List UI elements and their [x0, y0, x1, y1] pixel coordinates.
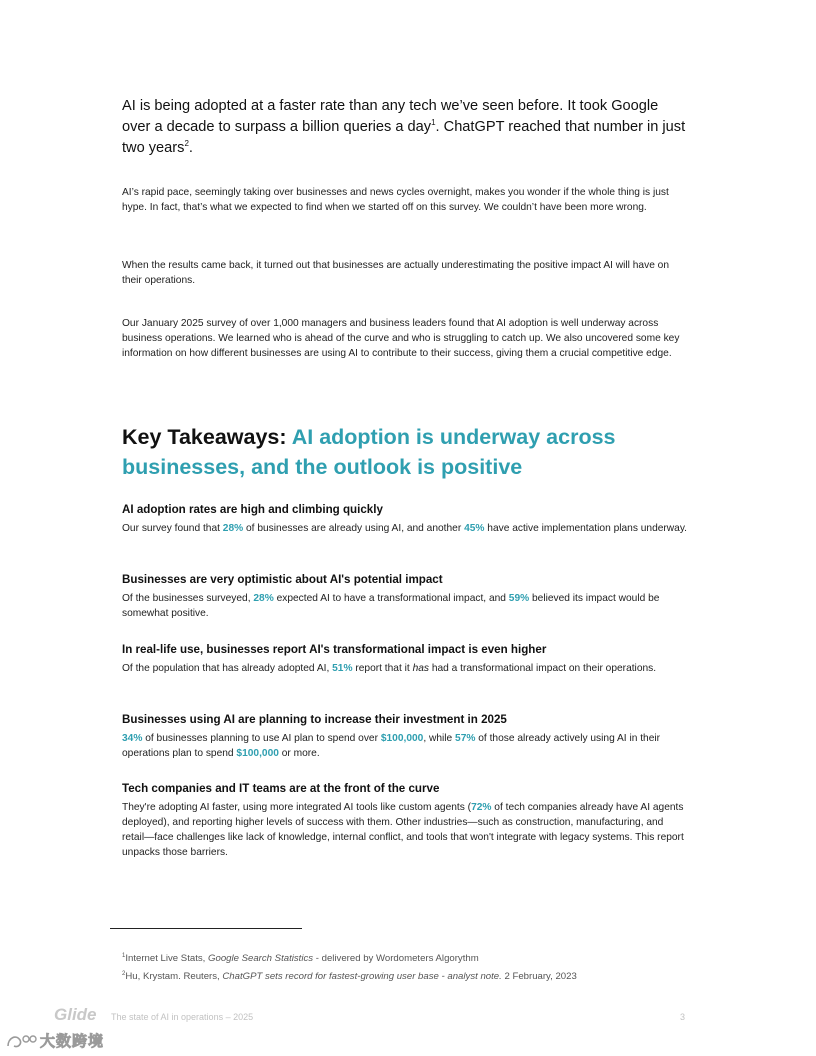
takeaway-title: Tech companies and IT teams are at the front of the curve — [122, 782, 440, 795]
takeaway-body — [122, 731, 688, 761]
body-paragraph-1: AI’s rapid pace, seemingly taking over businesses and news cycles overnight, makes you wonder if the whole thing is just hype. In fact, that’s what we expected to find when we started off on this survey. We couldn’t have been more wrong. — [122, 187, 669, 213]
takeaway-investment — [122, 712, 688, 761]
takeaway-body — [122, 661, 688, 676]
footnote-number: 1 — [122, 952, 126, 959]
section-heading — [122, 422, 682, 482]
stat-highlight: 28% — [222, 523, 244, 534]
text-span: of tech companies already have AI agents deployed), and reporting higher levels of success with them. Other industries—such as construction, manufacturing, and retail—face challenges like lack of knowledge, internal conflict, and tools that won't integrate with legacy systems. This report unpacks those barriers. — [122, 802, 684, 858]
footnote-2 — [122, 970, 722, 983]
footnote-divider — [110, 928, 302, 929]
text-span: of businesses are already using AI, and another — [243, 523, 465, 534]
takeaway-optimism — [122, 572, 688, 621]
stat-highlight: 34% — [122, 733, 143, 744]
emphasis: has — [412, 663, 429, 674]
text-span: believed its impact would be somewhat positive. — [122, 593, 660, 619]
footnote-title: Google Search Statistics — [208, 953, 314, 964]
watermark-text: 大数跨境 — [40, 1032, 105, 1050]
intro-text-2: . ChatGPT reached that number in just two years — [122, 119, 686, 156]
text-span: report that it — [352, 663, 413, 674]
intro-text-3: . — [188, 140, 193, 156]
text-span: They're adopting AI faster, using more integrated AI tools like custom agents ( — [122, 802, 472, 813]
footnote-number: 2 — [122, 970, 126, 977]
intro-text-1: AI is being adopted at a faster rate than any tech we’ve seen before. It took Google over a decade to surpass a billion queries a day — [122, 98, 659, 135]
body-paragraph-3: Our January 2025 survey of over 1,000 managers and business leaders found that AI adoption is well underway across business operations. We learned who is ahead of the curve and who is struggling to catch up. We also uncovered some key information on how different businesses are using AI to contribute to their success, giving them a crucial competitive edge. — [122, 318, 680, 359]
footnote-title: ChatGPT sets record for fastest-growing user base - analyst note. — [222, 971, 502, 982]
heading-accent: AI adoption is underway across businesses, and the outlook is positive — [122, 425, 616, 479]
takeaway-title: Businesses are very optimistic about AI's potential impact — [122, 573, 443, 586]
takeaway-title: Businesses using AI are planning to increase their investment in 2025 — [122, 713, 507, 726]
takeaway-real-life-impact — [122, 642, 688, 676]
takeaway-body — [122, 521, 688, 536]
page-number: 3 — [680, 1012, 686, 1022]
glide-logo: Glide — [54, 1005, 97, 1024]
stat-highlight: 51% — [332, 663, 353, 674]
stat-highlight: $100,000 — [380, 733, 424, 744]
stat-highlight: 28% — [253, 593, 274, 604]
stat-highlight: 45% — [464, 523, 485, 534]
takeaway-title: In real-life use, businesses report AI's transformational impact is even higher — [122, 643, 547, 656]
text-span: Of the businesses surveyed, — [122, 593, 254, 604]
takeaway-body — [122, 800, 688, 860]
text-span: , while — [423, 733, 456, 744]
text-span: 2 February, 2023 — [501, 971, 577, 982]
body-paragraph-2: When the results came back, it turned out that businesses are actually underestimating the positive impact AI will have on their operations. — [122, 260, 670, 286]
takeaway-body — [122, 591, 688, 621]
footnote-ref-2[interactable]: 2 — [184, 139, 189, 149]
footnote-ref-1[interactable]: 1 — [431, 118, 436, 128]
stat-highlight: 57% — [455, 733, 476, 744]
heading-lead: Key Takeaways: — [122, 425, 292, 449]
text-span: Of the population that has already adopted AI, — [122, 663, 333, 674]
stat-highlight: 72% — [471, 802, 492, 813]
takeaway-tech-companies — [122, 781, 688, 860]
takeaway-title: AI adoption rates are high and climbing quickly — [122, 503, 383, 516]
footer-report-title: The state of AI in operations – 2025 — [111, 1012, 254, 1022]
stat-highlight: $100,000 — [236, 748, 279, 759]
watermark — [6, 1030, 104, 1051]
text-span: Hu, Krystam. Reuters, — [125, 971, 223, 982]
takeaway-adoption-rates — [122, 502, 688, 536]
footnote-1 — [122, 952, 722, 965]
stat-highlight: 59% — [508, 593, 530, 604]
text-span: of those already actively using AI in their operations plan to spend — [122, 733, 661, 759]
text-span: have active implementation plans underway. — [484, 523, 687, 534]
watermark-logo-icon — [6, 1032, 38, 1050]
text-span: Internet Live Stats, — [125, 953, 209, 964]
intro-paragraph — [122, 96, 688, 159]
text-span: had a transformational impact on their operations. — [429, 663, 657, 674]
text-span: Our survey found that — [122, 523, 223, 534]
text-span: of businesses planning to use AI plan to spend over — [142, 733, 381, 744]
text-span: - delivered by Wordometers Algorythm — [313, 953, 479, 964]
text-span: or more. — [278, 748, 320, 759]
text-span: expected AI to have a transformational impact, and — [273, 593, 509, 604]
